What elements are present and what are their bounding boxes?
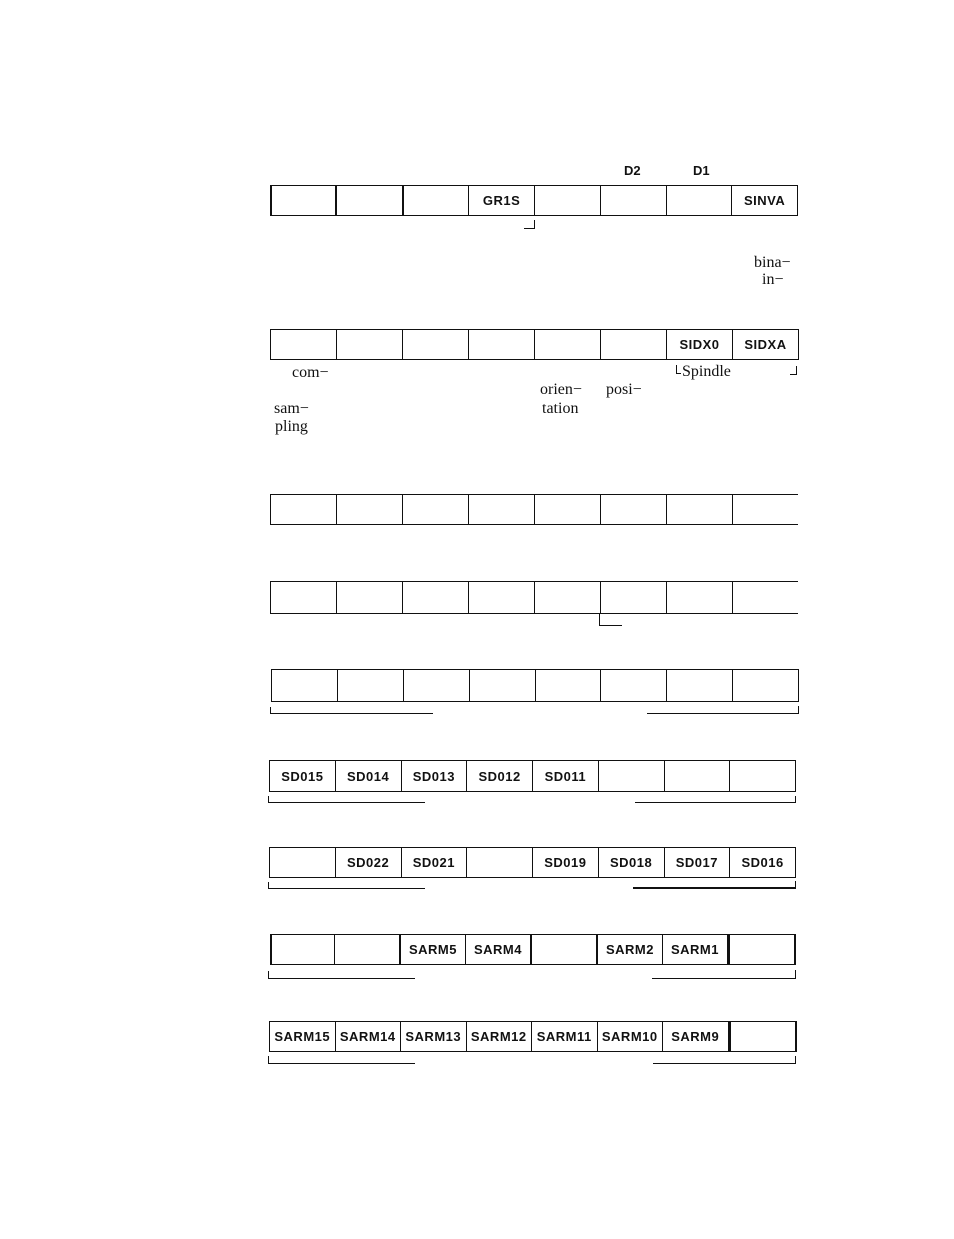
row5-bracket-right-h [647, 713, 799, 714]
fragment-pling: pling [275, 418, 308, 435]
register-row-8 [270, 934, 796, 965]
row9-cell-7: SARM9 [663, 1022, 731, 1051]
row7-cell-3: SD021 [402, 848, 468, 877]
row5-cell-4 [470, 670, 536, 701]
row5-cell-5 [536, 670, 602, 701]
row8-cell-5 [532, 935, 596, 964]
row2-cell-6 [601, 330, 667, 359]
row6-cell-2: SD014 [336, 761, 402, 791]
row3-cell-4 [469, 495, 535, 524]
row3-cell-3 [403, 495, 469, 524]
row7-cell-1 [270, 848, 336, 877]
row7-bracket-right-h [633, 887, 796, 889]
row9-bracket-right-h [653, 1063, 796, 1064]
row3-cell-5 [535, 495, 601, 524]
row5-cell-6 [601, 670, 667, 701]
row7-cell-4 [467, 848, 533, 877]
row5-cell-1 [272, 670, 338, 701]
register-row-9 [269, 1021, 797, 1052]
register-row-4 [270, 581, 798, 614]
row2-cell-1 [271, 330, 337, 359]
row5-bracket-right-v [798, 706, 799, 714]
fragment-orien: orien− [540, 381, 582, 398]
row9-cell-1: SARM15 [270, 1022, 336, 1051]
fragment-tation: tation [542, 400, 579, 417]
row8-cell-1 [270, 935, 334, 964]
row5-cell-2 [338, 670, 404, 701]
row2-cell-5 [535, 330, 601, 359]
row3-cell-7 [667, 495, 733, 524]
register-row-6 [269, 760, 796, 792]
row7-cell-5: SD019 [533, 848, 599, 877]
row2-cell-8: SIDXA [744, 337, 787, 352]
row6-bracket-left-h [268, 802, 425, 803]
register-row-2 [270, 329, 799, 360]
row4-cell-2 [337, 582, 403, 613]
row1-cell-1 [270, 186, 337, 215]
row4-cell-1 [271, 582, 337, 613]
row9-cell-5: SARM11 [532, 1022, 598, 1051]
row9-cell-4: SARM12 [467, 1022, 533, 1051]
row8-cell-4: SARM4 [466, 935, 532, 964]
row4-cell-3 [403, 582, 469, 613]
row6-cell-3: SD013 [402, 761, 468, 791]
register-row-7 [269, 847, 796, 878]
fragment-bina: bina− [754, 254, 791, 271]
row8-cell-7: SARM1 [663, 935, 730, 964]
row3-cell-6 [601, 495, 667, 524]
row8-cell-8 [730, 935, 796, 964]
row9-cell-2: SARM14 [336, 1022, 402, 1051]
fragment-com: com− [292, 364, 329, 381]
register-row-3 [270, 494, 798, 525]
row1-cell-7 [667, 186, 733, 215]
row6-cell-7 [665, 761, 731, 791]
row5-cell-3 [404, 670, 470, 701]
row2-cell-2 [337, 330, 403, 359]
row8-cell-6: SARM2 [596, 935, 663, 964]
row5-cell-7 [667, 670, 733, 701]
row4-cell-6 [601, 582, 667, 613]
row9-bracket-right-v [795, 1056, 796, 1064]
row9-cell-8 [731, 1022, 798, 1051]
row4-cell-5 [535, 582, 601, 613]
row1-cell-6 [601, 186, 667, 215]
row6-bracket-right-h [635, 802, 796, 803]
d2-label: D2 [624, 163, 641, 178]
row9-bracket-left-h [268, 1063, 415, 1064]
row4-cell-4 [469, 582, 535, 613]
row2-cell-3 [403, 330, 469, 359]
d1-label: D1 [693, 163, 710, 178]
fragment-sam: sam− [274, 400, 309, 417]
fragment-spindle: Spindle [682, 363, 731, 380]
row3-cell-1 [271, 495, 337, 524]
row4-cell-8 [733, 582, 798, 613]
row6-cell-8 [730, 761, 795, 791]
row1-cell-4: GR1S [468, 186, 535, 215]
row3-cell-2 [337, 495, 403, 524]
row2-cell-4 [469, 330, 535, 359]
spindle-right-bracket-h [790, 374, 797, 375]
row5-bracket-left-h [270, 713, 433, 714]
row7-cell-2: SD022 [336, 848, 402, 877]
row1-cell-8: SINVA [743, 193, 786, 208]
row1-cell-2 [337, 186, 404, 215]
row1-left-edge [270, 186, 272, 215]
row9-cell-3: SARM13 [401, 1022, 467, 1051]
row7-cell-8: SD016 [741, 855, 784, 870]
row6-cell-5: SD011 [533, 761, 599, 791]
row8-bracket-right-h [652, 978, 796, 979]
register-row-1 [270, 185, 798, 216]
row6-cell-1: SD015 [270, 761, 336, 791]
row2-cell-7: SIDX0 [667, 330, 733, 359]
row6-cell-6 [599, 761, 665, 791]
row5-cell-8 [733, 670, 798, 701]
row9-cell-6: SARM10 [598, 1022, 664, 1051]
fragment-posi: posi− [606, 381, 642, 398]
row6-bracket-right-v [795, 796, 796, 803]
row8-bracket-left-h [268, 978, 415, 979]
row1-cell-5 [535, 186, 601, 215]
row8-bracket-right-v [795, 970, 796, 979]
fragment-in: in− [762, 271, 784, 288]
row8-left-edge [270, 934, 272, 965]
row6-cell-4: SD012 [467, 761, 533, 791]
row1-bracket-h [524, 228, 535, 229]
register-row-5 [271, 669, 799, 702]
row3-cell-8 [733, 495, 798, 524]
row7-bracket-left-h [268, 888, 425, 889]
row7-bracket-right-v [795, 881, 796, 889]
row4-cell-7 [667, 582, 733, 613]
row8-cell-2 [334, 935, 399, 964]
row4-bracket-h [599, 625, 622, 626]
row1-cell-3 [404, 186, 469, 215]
row7-cell-6: SD018 [599, 848, 665, 877]
spindle-bracket-h [676, 373, 681, 374]
row8-cell-3: SARM5 [399, 935, 466, 964]
row7-cell-7: SD017 [665, 848, 731, 877]
